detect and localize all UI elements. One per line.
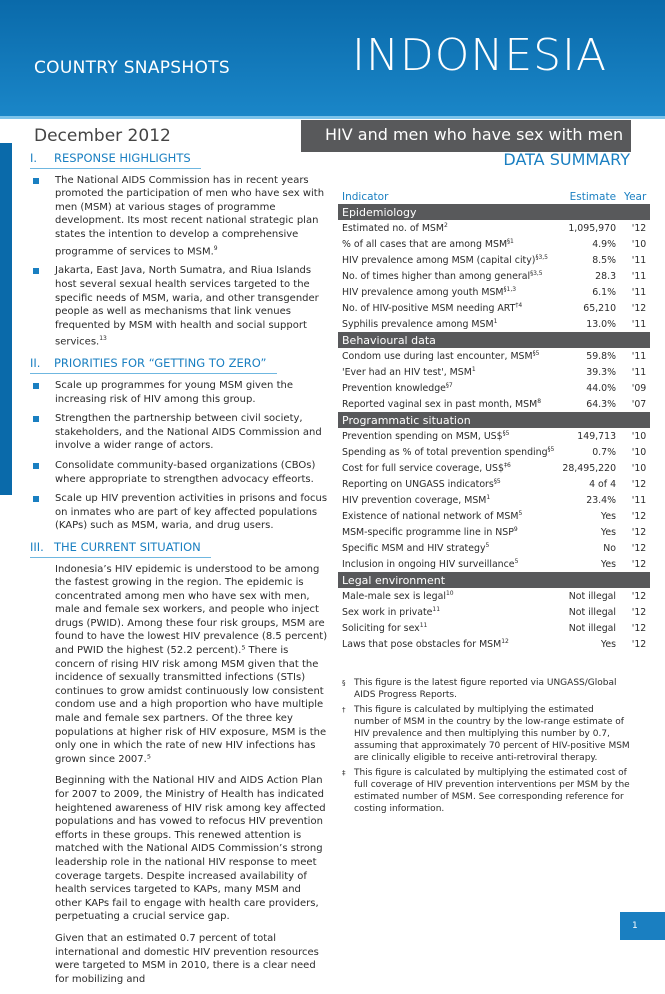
estimate-cell: Yes — [600, 510, 617, 522]
indicator-name: MSM-specific programme line in NSP — [342, 527, 514, 539]
indicator-cell — [338, 316, 558, 332]
category-row — [338, 332, 650, 348]
footnotes — [340, 677, 630, 818]
footnote-ref: §5 — [502, 429, 510, 437]
publication-date: December 2012 — [34, 126, 171, 146]
indicator-cell — [338, 604, 558, 620]
footnote-ref: 13 — [99, 335, 107, 343]
year-cell: '12 — [631, 526, 647, 538]
paragraph: Beginning with the National HIV and AIDS Action Plan for 2007 to 2009, the Ministry of Health has indicated heightened awareness of HIV risk among key affected populations and has vowed to refocus HIV prevention efforts in these groups. This renewed attention is matched with the National AIDS Commission’s strong leadership role in the national HIV response to meet coverage targets. Despite increased availability of health services targeted to KAPs, many MSM and other KAPs fail to engage with health care providers, perpetuating a crucial service gap. — [55, 775, 326, 923]
indicator-name: No. of times higher than among general — [342, 271, 531, 283]
indicator-name: Specific MSM and HIV strategy — [342, 543, 486, 555]
footnote-ref: 1 — [486, 493, 491, 501]
footnote-ref: §1,3 — [503, 285, 517, 293]
table-row — [338, 364, 650, 380]
year-cell: '12 — [631, 302, 647, 314]
indicator-name: Estimated no. of MSM — [342, 223, 444, 235]
footnote-ref: 2 — [443, 221, 448, 229]
footnote-ref: 9 — [213, 244, 218, 252]
indicator-name: Soliciting for sex — [342, 623, 420, 635]
estimate-cell: Not illegal — [568, 622, 617, 634]
estimate-cell: 28,495,220 — [562, 462, 617, 474]
year-cell: '10 — [631, 462, 647, 474]
bullet-text: Jakarta, East Java, North Sumatra, and Riua Islands host several sexual health services targeted to the specific needs of MSM, waria, and other transgender people as well as mechanisms that link venues frequented by MSM with health and social support services. — [55, 265, 319, 348]
category-label: Programmatic situation — [338, 412, 650, 428]
column-header: Estimate — [569, 190, 617, 203]
footnote-ref: §5 — [493, 477, 501, 485]
indicator-name: Prevention spending on MSM, US$ — [342, 431, 503, 443]
table-row — [338, 348, 650, 364]
estimate-cell: 13.0% — [586, 318, 617, 330]
indicator-cell — [338, 348, 558, 364]
year-cell: '11 — [631, 286, 647, 298]
estimate-cell: 23.4% — [586, 494, 617, 506]
category-label: Epidemiology — [338, 204, 650, 220]
footnote — [340, 677, 630, 701]
year-cell: '07 — [631, 398, 647, 410]
bullet-item — [30, 459, 330, 486]
section-title: THE CURRENT SITUATION — [54, 539, 201, 554]
footnote-ref: §5 — [532, 349, 540, 357]
indicator-name: Existence of national network of MSM — [342, 511, 519, 523]
table-row — [338, 284, 650, 300]
indicator-name: Inclusion in ongoing HIV surveillance — [342, 559, 515, 571]
estimate-cell: Not illegal — [568, 606, 617, 618]
footnote-ref: 11 — [419, 621, 428, 629]
indicator-cell — [338, 252, 558, 268]
year-cell: '12 — [631, 638, 647, 650]
year-cell: '12 — [631, 510, 647, 522]
estimate-cell: 1,095,970 — [568, 222, 617, 234]
table-row — [338, 444, 650, 460]
year-cell: '10 — [631, 430, 647, 442]
indicator-cell — [338, 508, 558, 524]
category-row — [338, 204, 650, 220]
indicator-cell — [338, 284, 558, 300]
indicator-name: % of all cases that are among MSM — [342, 239, 508, 251]
side-accent-strip — [0, 143, 12, 495]
section-title: RESPONSE HIGHLIGHTS — [54, 151, 191, 165]
footnote-ref: 5 — [518, 509, 523, 517]
footnote-ref: 5 — [485, 541, 490, 549]
indicator-cell — [338, 444, 558, 460]
estimate-cell: Yes — [600, 558, 617, 570]
footnote-text: This figure is the latest figure reported via UNGASS/Global AIDS Progress Reports. — [354, 678, 617, 700]
indicator-cell — [338, 588, 558, 604]
indicator-cell — [338, 460, 558, 476]
year-cell: '11 — [631, 494, 647, 506]
footnote-mark: § — [342, 679, 346, 687]
footnote-mark: ‡ — [342, 769, 346, 777]
year-cell: '11 — [631, 366, 647, 378]
table-row — [338, 300, 650, 316]
year-cell: '11 — [631, 318, 647, 330]
indicator-cell — [338, 364, 558, 380]
estimate-cell: Not illegal — [568, 590, 617, 602]
estimate-cell: 64.3% — [586, 398, 617, 410]
indicator-name: Laws that pose obstacles for MSM — [342, 639, 502, 651]
table-row — [338, 604, 650, 620]
indicator-name: 'Ever had an HIV test', MSM — [342, 367, 472, 379]
year-cell: '12 — [631, 478, 647, 490]
indicator-cell — [338, 396, 558, 412]
indicator-name: Spending as % of total prevention spending — [342, 447, 548, 459]
footnote-ref: §3,5 — [530, 269, 543, 277]
indicator-cell — [338, 492, 558, 508]
category-row — [338, 412, 650, 428]
bullet-item — [30, 492, 330, 533]
bullet-text: The National AIDS Commission has in recent years promoted the participation of men who have sex with men (MSM) at various stages of programme development. Its most recent national strategic plan states the intention to develop a comprehensive programme of services to MSM. — [55, 174, 325, 257]
indicator-name: Sex work in private — [342, 607, 433, 619]
category-label: Legal environment — [338, 572, 650, 588]
indicator-cell — [338, 220, 558, 236]
data-summary — [338, 150, 647, 652]
section — [30, 541, 330, 986]
header-divider — [0, 116, 665, 119]
indicator-name: No. of HIV-positive MSM needing ART — [342, 303, 516, 315]
year-cell: '11 — [631, 270, 647, 282]
estimate-cell: 4.9% — [592, 238, 617, 250]
estimate-cell: 39.3% — [586, 366, 617, 378]
table-header-row — [338, 189, 650, 204]
bullet-text: Scale up HIV prevention activities in prisons and focus on inmates who are part of key affected populations (KAPs) such as MSM, waria, and drug users. — [55, 493, 328, 532]
indicator-cell — [338, 476, 558, 492]
bullet-item — [30, 379, 330, 406]
footnote-ref: §1 — [507, 237, 514, 245]
table-row — [338, 236, 650, 252]
indicator-cell — [338, 524, 558, 540]
estimate-cell: Yes — [600, 638, 617, 650]
indicator-name: Cost for full service coverage, US$ — [342, 463, 504, 475]
table-row — [338, 460, 650, 476]
footnote-ref: 5 — [514, 557, 519, 565]
indicator-cell — [338, 236, 558, 252]
indicator-name: HIV prevalence among youth MSM — [342, 287, 504, 299]
category-row — [338, 572, 650, 588]
table-row — [338, 396, 650, 412]
footnote-ref: 8 — [537, 397, 542, 405]
table-row — [338, 316, 650, 332]
column-header: Year — [624, 190, 647, 203]
section-number: III. — [30, 539, 44, 554]
footnote-ref: 10 — [445, 589, 454, 597]
section-heading — [30, 152, 201, 169]
indicator-cell — [338, 620, 558, 636]
section-title: PRIORITIES FOR “GETTING TO ZERO” — [54, 356, 267, 371]
table-row — [338, 556, 650, 572]
year-cell: '09 — [631, 382, 647, 394]
indicator-name: Syphilis prevalence among MSM — [342, 319, 494, 331]
table-row — [338, 380, 650, 396]
footnote-ref: §7 — [445, 381, 453, 389]
table-row — [338, 508, 650, 524]
estimate-cell: 0.7% — [592, 446, 617, 458]
section — [30, 152, 330, 349]
footnote-ref: 9 — [513, 525, 518, 533]
year-cell: '12 — [631, 558, 647, 570]
year-cell: '12 — [631, 542, 647, 554]
estimate-cell: 59.8% — [586, 350, 617, 362]
table-row — [338, 476, 650, 492]
indicator-name: Prevention knowledge — [342, 383, 446, 395]
series-title: COUNTRY SNAPSHOTS — [34, 58, 230, 78]
footnote — [340, 767, 630, 815]
footnote-ref: 1 — [493, 317, 498, 325]
table-row — [338, 252, 650, 268]
estimate-cell: 6.1% — [592, 286, 617, 298]
data-summary-title: DATA SUMMARY — [503, 150, 630, 169]
footnote-text: This figure is calculated by multiplying the estimated cost of full coverage of HIV prevention interventions per MSM by the estimated number of MSM. See corresponding reference for costing information. — [354, 768, 630, 814]
estimate-cell: 8.5% — [592, 254, 617, 266]
section — [30, 357, 330, 533]
estimate-cell: 149,713 — [577, 430, 617, 442]
footnote-ref: 1 — [471, 365, 476, 373]
footnote-ref: †4 — [515, 301, 523, 309]
paragraph: Given that an estimated 0.7 percent of total international and domestic HIV prevention resources were targeted to MSM in 2010, there is a clear need for mobilizing and — [55, 932, 319, 985]
year-cell: '12 — [631, 590, 647, 602]
bullet-list — [30, 174, 330, 350]
indicator-cell — [338, 556, 558, 572]
estimate-cell: 4 of 4 — [589, 478, 617, 490]
indicator-cell — [338, 300, 558, 316]
estimate-cell: 28.3 — [595, 270, 617, 282]
data-summary-table — [338, 189, 650, 652]
table-row — [338, 268, 650, 284]
indicator-cell — [338, 428, 558, 444]
bullet-list — [30, 379, 330, 533]
indicator-name: HIV prevalence among MSM (capital city) — [342, 255, 536, 267]
footnote-ref: ‡6 — [503, 461, 511, 469]
bullet-text: Scale up programmes for young MSM given the increasing risk of HIV among this group. — [55, 379, 293, 405]
indicator-cell — [338, 540, 558, 556]
table-row — [338, 620, 650, 636]
section-heading — [30, 357, 277, 374]
section-number: I. — [30, 151, 38, 165]
section-heading — [30, 541, 211, 558]
table-row — [338, 636, 650, 652]
table-row — [338, 220, 650, 236]
footnote-ref: §3,5 — [535, 253, 548, 261]
table-row — [338, 540, 650, 556]
estimate-cell: Yes — [600, 526, 617, 538]
year-cell: '11 — [631, 254, 647, 266]
bullet-item — [30, 174, 330, 259]
indicator-name: Reported vaginal sex in past month, MSM — [342, 399, 538, 411]
indicator-name: HIV prevention coverage, MSM — [342, 495, 487, 507]
bullet-item — [30, 412, 330, 453]
estimate-cell: 44.0% — [586, 382, 617, 394]
table-row — [338, 492, 650, 508]
year-cell: '10 — [631, 446, 647, 458]
year-cell: '10 — [631, 238, 647, 250]
footnote-ref: §5 — [547, 445, 555, 453]
country-title: INDONESIA — [352, 30, 608, 81]
estimate-cell: 65,210 — [583, 302, 617, 314]
footnote-ref: 12 — [501, 637, 509, 645]
section-number: II. — [30, 356, 41, 371]
footnote-text: This figure is calculated by multiplying the estimated number of MSM in the country by the low-range estimate of HIV prevalence and then multiplying this number by 0.7, assuming that approximately 70 percent of HIV-positive MSM are clinically eligible to receive anti-retroviral therapy. — [354, 705, 630, 763]
indicator-cell — [338, 636, 558, 652]
page-number: 1 — [620, 912, 665, 940]
footnote — [340, 704, 630, 764]
indicator-name: Male-male sex is legal — [342, 591, 446, 603]
bullet-text: Strengthen the partnership between civil society, stakeholders, and the National AIDS Commission and involve a wider range of actors. — [55, 413, 322, 452]
estimate-cell: No — [603, 542, 617, 554]
paragraph: Indonesia’s HIV epidemic is understood to be among the fastest growing in the region. The epidemic is concentrated among men who have sex with men, male and female sex workers, and people who inject drugs (PWID). Among these four risk groups, MSM are found to have the lowest HIV prevalence (8.5 percent) and PWID the highest (52.2 percent).⁵ There is concern of rising HIV risk among MSM given that the incidence of sexually transmitted infections (STIs) continues to grow amidst continuously low consistent condom use and a high proportion who have multiple male and female sex partners. Of the three key populations at higher risk of HIV exposure, MSM is the only one in which the rate of new HIV infections has grown since 2007.⁵ — [55, 563, 328, 765]
indicator-cell — [338, 268, 558, 284]
bullet-item — [30, 264, 330, 349]
indicator-cell — [338, 380, 558, 396]
table-row — [338, 428, 650, 444]
footnote-ref: 11 — [432, 605, 441, 613]
column-header: Indicator — [342, 190, 389, 203]
category-label: Behavioural data — [338, 332, 650, 348]
left-column — [30, 152, 330, 994]
table-row — [338, 588, 650, 604]
bullet-text: Consolidate community-based organizations (CBOs) where appropriate to strengthen advocacy effeorts. — [55, 459, 316, 485]
year-cell: '12 — [631, 606, 647, 618]
footnote-mark: † — [342, 706, 346, 714]
year-cell: '11 — [631, 350, 647, 362]
indicator-name: Condom use during last encounter, MSM — [342, 351, 533, 363]
topic-banner: HIV and men who have sex with men — [301, 120, 631, 152]
year-cell: '12 — [631, 222, 647, 234]
year-cell: '12 — [631, 622, 647, 634]
indicator-name: Reporting on UNGASS indicators — [342, 479, 494, 491]
table-row — [338, 524, 650, 540]
